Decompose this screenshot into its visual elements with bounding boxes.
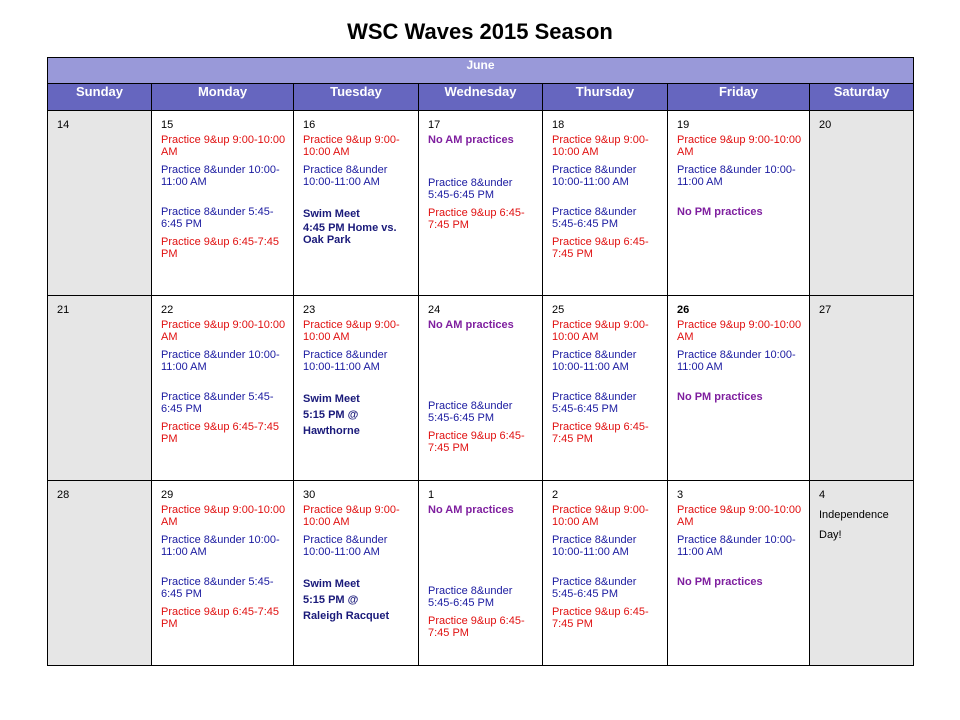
practice-9up-pm: Practice 9&up 6:45-7:45 PM <box>428 207 525 231</box>
practice-8under-pm: Practice 8&under 5:45-6:45 PM <box>161 206 274 230</box>
practice-8under-pm: Practice 8&under 5:45-6:45 PM <box>161 391 274 415</box>
day-cell-wednesday <box>419 296 543 481</box>
practice-8under-pm: Practice 8&under 5:45-6:45 PM <box>428 585 513 609</box>
day-number: 25 <box>552 304 565 316</box>
day-header-wednesday: Wednesday <box>419 84 543 111</box>
day-number: 16 <box>303 119 316 131</box>
practice-9up-pm: Practice 9&up 6:45-7:45 PM <box>552 236 649 260</box>
calendar-grid <box>47 57 914 666</box>
practice-8under-am: Practice 8&under 10:00-11:00 AM <box>161 349 280 373</box>
week-row <box>48 481 914 666</box>
day-cell-saturday <box>810 481 914 666</box>
month-header: June <box>48 58 914 84</box>
day-number: 19 <box>677 119 690 131</box>
day-number: 24 <box>428 304 441 316</box>
day-cell-monday <box>152 481 294 666</box>
day-cell-tuesday <box>294 296 419 481</box>
day-header-tuesday: Tuesday <box>294 84 419 111</box>
day-cell-thursday <box>543 111 668 296</box>
day-header-monday: Monday <box>152 84 294 111</box>
practice-8under-am: Practice 8&under 10:00-11:00 AM <box>552 349 637 373</box>
practice-8under-am: Practice 8&under 10:00-11:00 AM <box>677 164 796 188</box>
practice-9up-am: Practice 9&up 9:00-10:00 AM <box>677 504 802 528</box>
day-cell-saturday <box>810 296 914 481</box>
day-cell-thursday <box>543 296 668 481</box>
day-cell-thursday <box>543 481 668 666</box>
swim-meet-time: 5:15 PM @ <box>303 409 359 421</box>
day-cell-sunday <box>48 481 152 666</box>
day-number: 2 <box>552 489 559 501</box>
practice-8under-am: Practice 8&under 10:00-11:00 AM <box>303 164 388 188</box>
day-number: 4 <box>819 489 826 501</box>
no-am-practices-note: No AM practices <box>428 134 514 146</box>
practice-8under-am: Practice 8&under 10:00-11:00 AM <box>303 534 388 558</box>
day-cell-tuesday <box>294 111 419 296</box>
practice-9up-pm: Practice 9&up 6:45-7:45 PM <box>428 430 525 454</box>
no-am-practices-note: No AM practices <box>428 319 514 331</box>
day-cell-monday <box>152 296 294 481</box>
swim-meet-label: Swim Meet <box>303 578 360 590</box>
day-cell-saturday <box>810 111 914 296</box>
day-number: 15 <box>161 119 174 131</box>
day-number: 18 <box>552 119 565 131</box>
day-number: 22 <box>161 304 174 316</box>
practice-9up-pm: Practice 9&up 6:45-7:45 PM <box>552 606 649 630</box>
practice-9up-pm: Practice 9&up 6:45-7:45 PM <box>161 606 280 630</box>
practice-9up-am: Practice 9&up 9:00-10:00 AM <box>677 319 802 343</box>
swim-meet-label: Swim Meet <box>303 393 360 405</box>
swim-meet-label: Swim Meet <box>303 208 360 220</box>
day-cell-friday <box>668 296 810 481</box>
day-cell-wednesday <box>419 111 543 296</box>
day-number: 28 <box>57 489 70 501</box>
day-cell-friday <box>668 481 810 666</box>
day-cell-sunday <box>48 296 152 481</box>
practice-9up-am: Practice 9&up 9:00-10:00 AM <box>303 504 400 528</box>
no-pm-practices-note: No PM practices <box>677 576 763 588</box>
day-number: 30 <box>303 489 316 501</box>
day-number: 23 <box>303 304 316 316</box>
no-pm-practices-note: No PM practices <box>677 206 763 218</box>
practice-8under-pm: Practice 8&under 5:45-6:45 PM <box>428 400 513 424</box>
day-cell-tuesday <box>294 481 419 666</box>
practice-8under-pm: Practice 8&under 5:45-6:45 PM <box>552 576 637 600</box>
practice-8under-pm: Practice 8&under 5:45-6:45 PM <box>428 177 513 201</box>
practice-9up-am: Practice 9&up 9:00-10:00 AM <box>161 319 286 343</box>
day-number: 20 <box>819 119 832 131</box>
day-number: 1 <box>428 489 435 501</box>
day-header-friday: Friday <box>668 84 810 111</box>
week-row <box>48 111 914 296</box>
day-number: 27 <box>819 304 832 316</box>
practice-8under-am: Practice 8&under 10:00-11:00 AM <box>303 349 388 373</box>
practice-9up-am: Practice 9&up 9:00-10:00 AM <box>552 134 649 158</box>
practice-8under-pm: Practice 8&under 5:45-6:45 PM <box>552 206 637 230</box>
practice-9up-am: Practice 9&up 9:00-10:00 AM <box>552 504 649 528</box>
practice-9up-am: Practice 9&up 9:00-10:00 AM <box>161 134 286 158</box>
practice-9up-pm: Practice 9&up 6:45-7:45 PM <box>161 236 280 260</box>
practice-8under-am: Practice 8&under 10:00-11:00 AM <box>161 534 280 558</box>
day-number: 21 <box>57 304 70 316</box>
practice-9up-pm: Practice 9&up 6:45-7:45 PM <box>161 421 280 445</box>
day-number: 26 <box>677 304 690 316</box>
day-number: 17 <box>428 119 441 131</box>
day-header-thursday: Thursday <box>543 84 668 111</box>
practice-8under-am: Practice 8&under 10:00-11:00 AM <box>552 164 637 188</box>
day-header-sunday: Sunday <box>48 84 152 111</box>
practice-9up-pm: Practice 9&up 6:45-7:45 PM <box>428 615 525 639</box>
swim-meet-time: 5:15 PM @ <box>303 594 359 606</box>
no-pm-practices-note: No PM practices <box>677 391 763 403</box>
practice-9up-am: Practice 9&up 9:00-10:00 AM <box>677 134 802 158</box>
day-cell-monday <box>152 111 294 296</box>
week-row <box>48 296 914 481</box>
day-number: 3 <box>677 489 684 501</box>
practice-9up-am: Practice 9&up 9:00-10:00 AM <box>303 319 400 343</box>
practice-8under-pm: Practice 8&under 5:45-6:45 PM <box>161 576 274 600</box>
practice-9up-pm: Practice 9&up 6:45-7:45 PM <box>552 421 649 445</box>
practice-8under-am: Practice 8&under 10:00-11:00 AM <box>677 349 796 373</box>
calendar-title: WSC Waves 2015 Season <box>347 19 613 44</box>
day-number: 14 <box>57 119 70 131</box>
day-header-saturday: Saturday <box>810 84 914 111</box>
holiday-label: Independence Day! <box>819 509 889 541</box>
practice-9up-am: Practice 9&up 9:00-10:00 AM <box>552 319 649 343</box>
swim-meet-location: Raleigh Racquet <box>303 610 390 622</box>
practice-9up-am: Practice 9&up 9:00-10:00 AM <box>161 504 286 528</box>
swim-meet-time: 4:45 PM Home vs. Oak Park <box>303 222 397 246</box>
practice-8under-am: Practice 8&under 10:00-11:00 AM <box>677 534 796 558</box>
day-number: 29 <box>161 489 174 501</box>
no-am-practices-note: No AM practices <box>428 504 514 516</box>
day-cell-wednesday <box>419 481 543 666</box>
practice-8under-am: Practice 8&under 10:00-11:00 AM <box>161 164 280 188</box>
practice-8under-pm: Practice 8&under 5:45-6:45 PM <box>552 391 637 415</box>
day-cell-sunday <box>48 111 152 296</box>
practice-8under-am: Practice 8&under 10:00-11:00 AM <box>552 534 637 558</box>
day-cell-friday <box>668 111 810 296</box>
practice-9up-am: Practice 9&up 9:00-10:00 AM <box>303 134 400 158</box>
swim-meet-location: Hawthorne <box>303 425 360 437</box>
